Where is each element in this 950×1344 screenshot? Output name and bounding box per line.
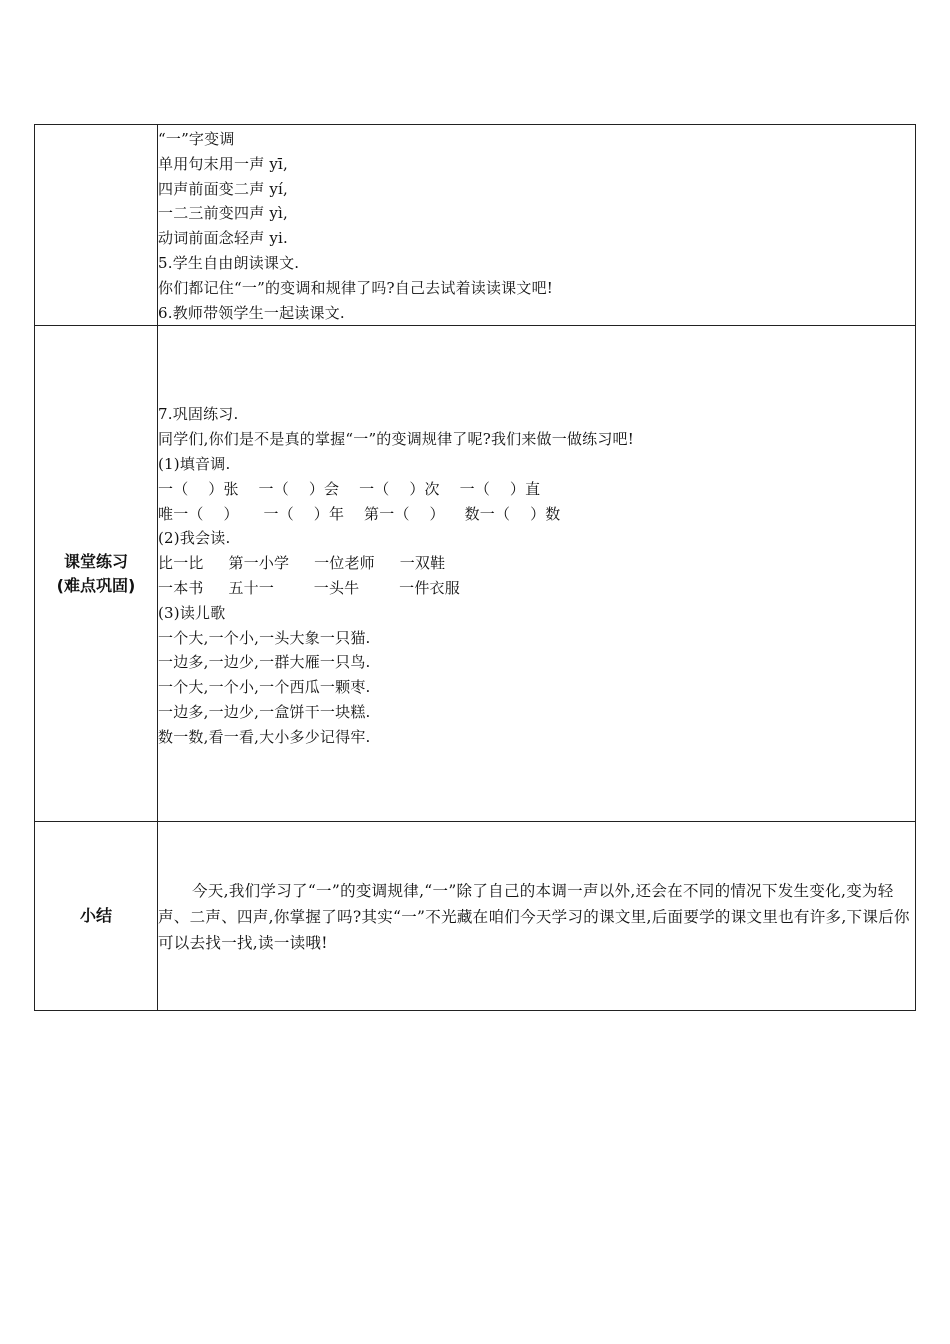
rhyme-line: 一个大,一个小,一头大象一只猫. [158,628,371,647]
row-label-empty [35,125,158,326]
row-content-practice [158,326,916,822]
rhyme-line: 一边多,一边少,一盒饼干一块糕. [158,702,371,721]
row-label-summary: 小结 [35,822,158,1011]
text-line: (3)读儿歌 [158,603,226,622]
lesson-plan-sheet [34,124,916,1011]
row-content-summary [158,822,916,1011]
row-label-practice [35,326,158,822]
label-line: (难点巩固) [56,575,136,595]
row-practice [35,326,916,822]
text-line: 动词前面念轻声 yi. [158,229,289,248]
row-summary [35,822,916,1011]
exercise-line: 唯一（ ） 一（ ）年 第一（ ） 数一（ ）数 [158,504,561,523]
exercise-line: 比一比 第一小学 一位老师 一双鞋 [158,554,446,573]
row-content-tone-rules [158,125,916,326]
row-tone-change [35,125,916,326]
exercise-line: 一本书 五十一 一头牛 一件衣服 [158,578,460,597]
text-line: 7.巩固练习. [158,405,239,424]
text-line: (2)我会读. [158,529,231,548]
text-line: 5.学生自由朗读课文. [158,253,300,272]
rhyme-line: 一个大,一个小,一个西瓜一颗枣. [158,678,371,697]
summary-paragraph: 今天,我们学习了“一”的变调规律,“一”除了自己的本调一声以外,还会在不同的情况下发生变化,变为轻声、二声、四声,你掌握了吗?其实“一”不光藏在咱们今天学习的课文里,后面要学的课文里也有许多,下课后你可以去找一找,读一读哦! [158,882,910,953]
rhyme-line: 数一数,看一看,大小多少记得牢. [158,727,371,746]
text-line: 单用句末用一声 yī, [158,154,289,173]
text-line: (1)填音调. [158,454,231,473]
label-line: 课堂练习 [63,551,128,571]
text-line: 四声前面变二声 yí, [158,179,289,198]
lesson-plan-table [34,124,916,1011]
text-line: 同学们,你们是不是真的掌握“一”的变调规律了呢?我们来做一做练习吧! [158,430,634,449]
text-line: 你们都记住“一”的变调和规律了吗?自己去试着读读课文吧! [158,278,554,297]
text-line: 6.教师带领学生一起读课文. [158,303,345,322]
rhyme-line: 一边多,一边少,一群大雁一只鸟. [158,653,371,672]
text-line: 一二三前变四声 yì, [158,204,289,223]
text-line: “一”字变调 [158,130,235,148]
exercise-line: 一（ ）张 一（ ）会 一（ ）次 一（ ）直 [158,479,541,498]
